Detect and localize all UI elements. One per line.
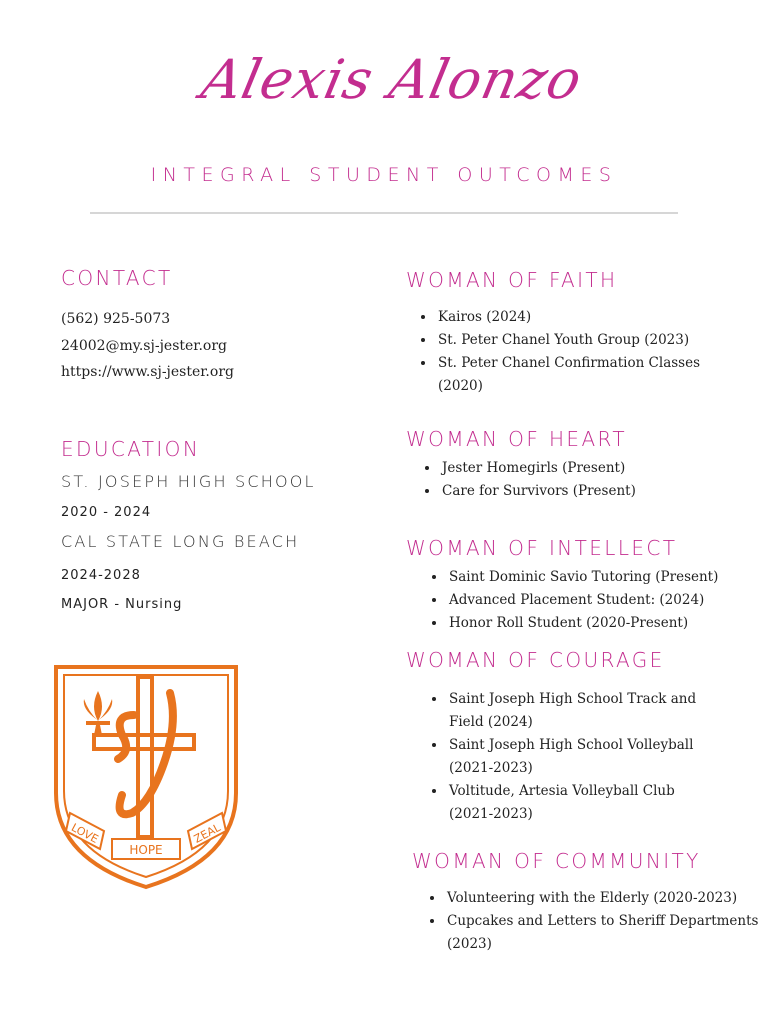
contact-email[interactable]: 24002@my.sj-jester.org — [61, 338, 227, 354]
education-heading: EDUCATION — [61, 437, 201, 461]
name-text: Alexis Alonzo — [196, 47, 588, 111]
list-item: • Kairos (2024) — [436, 306, 700, 329]
intellect-heading: WOMAN OF INTELLECT — [406, 536, 678, 560]
list-item-continuation: Field (2024) — [449, 714, 533, 730]
list-item: • Volunteering with the Elderly (2020-2023) — [445, 887, 758, 910]
list-item: • Saint Dominic Savio Tutoring (Present) — [447, 566, 718, 589]
list-item: • Jester Homegirls (Present) — [440, 457, 636, 480]
list-item-continuation: (2023) — [447, 936, 492, 952]
motto-love: LOVE — [69, 820, 101, 846]
community-list — [427, 887, 758, 956]
page-subtitle: INTEGRAL STUDENT OUTCOMES — [150, 164, 618, 186]
courage-list — [429, 688, 696, 826]
divider — [90, 212, 678, 214]
motto-zeal: ZEAL — [191, 821, 223, 846]
faith-list — [418, 306, 700, 398]
name-heading — [160, 28, 610, 138]
courage-heading: WOMAN OF COURAGE — [406, 648, 665, 672]
list-item: • Care for Survivors (Present) — [440, 480, 636, 503]
list-item: • Saint Joseph High School Volleyball — [447, 734, 696, 757]
faith-heading: WOMAN OF FAITH — [406, 268, 618, 292]
contact-website[interactable]: https://www.sj-jester.org — [61, 364, 234, 380]
list-item: • Honor Roll Student (2020-Present) — [447, 612, 718, 635]
list-item-continuation: (2020) — [438, 378, 483, 394]
intellect-list — [429, 566, 718, 635]
list-item-continuation: (2021-2023) — [449, 806, 533, 822]
list-item: • Cupcakes and Letters to Sheriff Departments — [445, 910, 758, 933]
list-item: • St. Peter Chanel Youth Group (2023) — [436, 329, 700, 352]
list-item: • Voltitude, Artesia Volleyball Club — [447, 780, 696, 803]
community-heading: WOMAN OF COMMUNITY — [412, 849, 701, 873]
list-item: • Advanced Placement Student: (2024) — [447, 589, 718, 612]
motto-hope: HOPE — [129, 843, 163, 857]
contact-phone: (562) 925-5073 — [61, 311, 171, 327]
school-2-years: 2024-2028 — [61, 568, 141, 583]
school-2: CAL STATE LONG BEACH — [61, 532, 300, 551]
list-item-continuation: (2021-2023) — [449, 760, 533, 776]
list-item: • St. Peter Chanel Confirmation Classes — [436, 352, 700, 375]
list-item: • Saint Joseph High School Track and — [447, 688, 696, 711]
major: MAJOR - Nursing — [61, 597, 183, 612]
school-1-years: 2020 - 2024 — [61, 505, 152, 520]
contact-heading: CONTACT — [61, 266, 173, 290]
heart-heading: WOMAN OF HEART — [406, 427, 627, 451]
school-crest — [52, 663, 240, 891]
heart-list — [422, 457, 636, 503]
school-1: ST. JOSEPH HIGH SCHOOL — [61, 472, 316, 491]
